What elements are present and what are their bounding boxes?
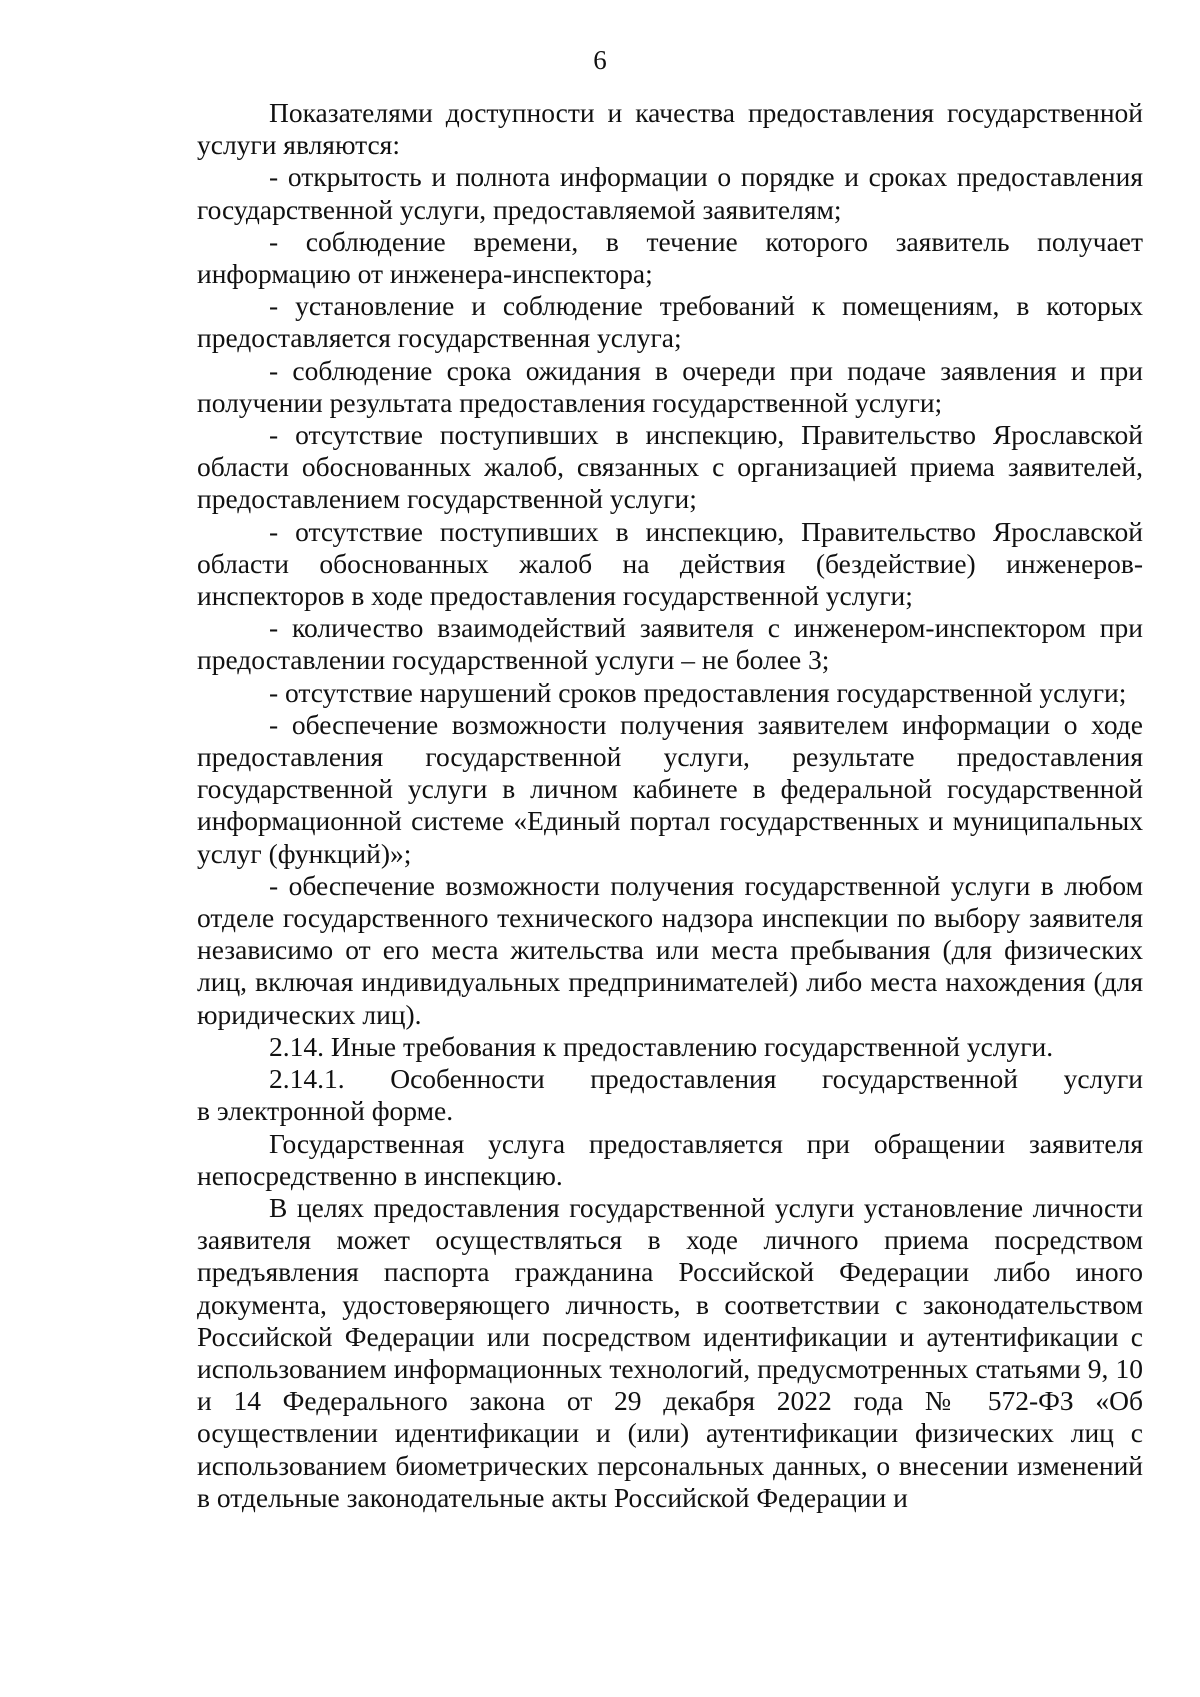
list-item-interaction-count: - количество взаимодействий заявителя с инженером-инспектором при предоставлении государственной услуги – не более 3;	[197, 612, 1143, 676]
document-body	[197, 97, 1143, 1514]
page-number: 6	[593, 45, 607, 75]
section-heading-2-14-1-continuation: в электронной форме.	[197, 1095, 454, 1127]
list-item-any-department: - обеспечение возможности получения государственной услуги в любом отделе государственного технического надзора инспекции по выбору заявителя независимо от его места жительства или места пребывания (для физических лиц, включая индивидуальных предпринимателей) либо места нахождения (для юридических лиц).	[197, 869, 1143, 1030]
paragraph-identity-verification: В целях предоставления государственной услуги установление личности заявителя может осуществляться в ходе личного приема посредством предъявления паспорта гражданина Российской Федерации либо иного документа, удостоверяющего личность, в соответствии с законодательством Российской Федерации или посредством идентификации и аутентификации с использованием информационных технологий, предусмотренных статьями 9, 10 и 14 Федерального закона от 29 декабря 2022 года № 572-ФЗ «Об осуществлении идентификации и (или) аутентификации физических лиц с использованием биометрических персональных данных, о внесении изменений в отдельные законодательные акты Российской Федерации и	[197, 1191, 1143, 1513]
list-item-openness: - открытость и полнота информации о порядке и сроках предоставления государственной услуги, предоставляемой заявителям;	[197, 161, 1143, 225]
list-item-premises-requirements: - установление и соблюдение требований к помещениям, в которых предоставляется государственная услуга;	[197, 290, 1143, 354]
section-heading-2-14-1: 2.14.1. Особенности предоставления государственной услуги	[269, 1063, 1143, 1095]
list-item-personal-account-info: - обеспечение возможности получения заявителем информации о ходе предоставления государственной услуги, результате предоставления государственной услуги в личном кабинете в федеральной государственной информационной системе «Единый портал государственных и муниципальных услуг (функций)»;	[197, 708, 1143, 869]
list-item-no-complaints-reception: - отсутствие поступивших в инспекцию, Правительство Ярославской области обоснованных жалоб, связанных с организацией приема заявителей, предоставлением государственной услуги;	[197, 419, 1143, 515]
list-item-queue-waiting: - соблюдение срока ожидания в очереди при подаче заявления и при получении результата предоставления государственной услуги;	[197, 354, 1143, 418]
section-heading-2-14: 2.14. Иные требования к предоставлению государственной услуги.	[269, 1030, 1054, 1062]
list-item-time-compliance: - соблюдение времени, в течение которого заявитель получает информацию от инженера-инспектора;	[197, 225, 1143, 290]
list-item-no-complaints-inspectors: - отсутствие поступивших в инспекцию, Правительство Ярославской области обоснованных жалоб на действия (бездействие) инженеров-инспекторов в ходе предоставления государственной услуги;	[197, 515, 1143, 612]
paragraph-service-provided: Государственная услуга предоставляется при обращении заявителя непосредственно в инспекцию.	[197, 1127, 1143, 1191]
paragraph-availability-indicators: Показателями доступности и качества предоставления государственной услуги являются:	[197, 97, 1143, 161]
list-item-no-deadline-violations: - отсутствие нарушений сроков предоставления государственной услуги;	[269, 676, 1127, 708]
